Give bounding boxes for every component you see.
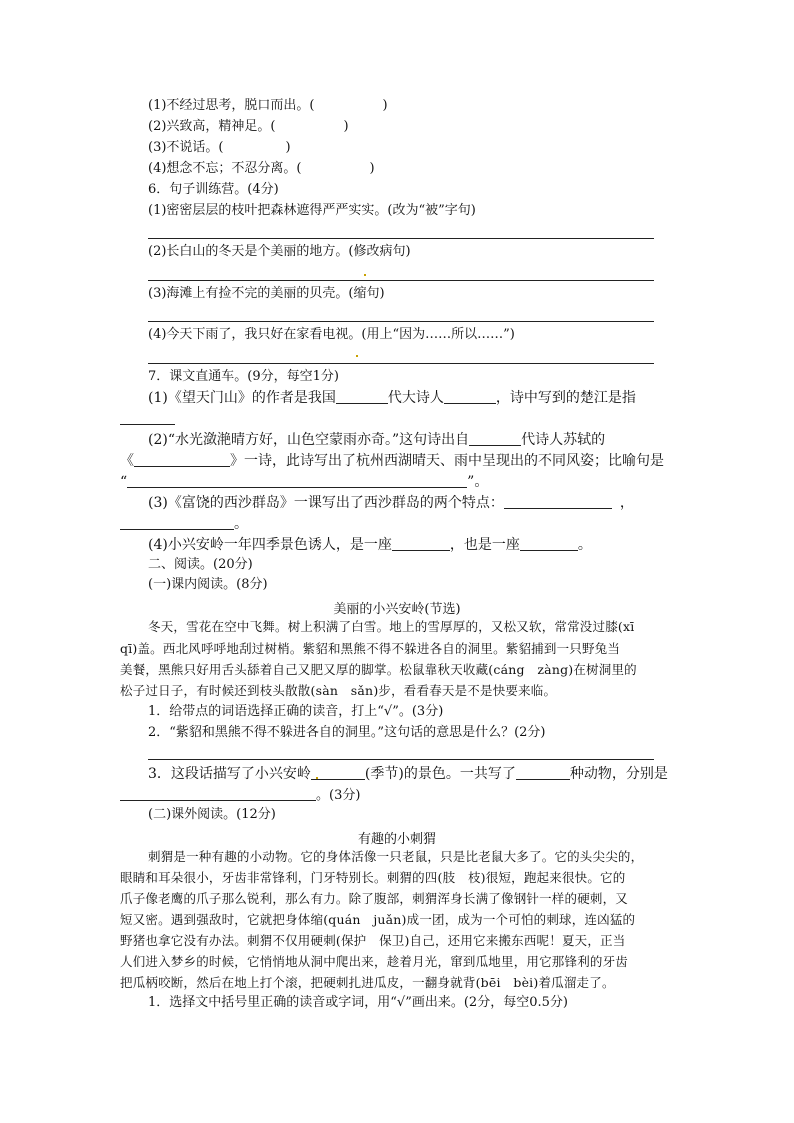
p1-q1: 1．给带点的词语选择正确的读音，打上“√”。(3分) bbox=[148, 704, 444, 719]
q7-p4: (4)小兴安岭一年四季景色诱人，是一座 ，也是一座 。 bbox=[148, 537, 592, 553]
section2-sub1: (一)课内阅读。(8分) bbox=[148, 577, 268, 592]
q7-p1-line2 bbox=[120, 410, 175, 429]
blank-poem-title[interactable] bbox=[134, 452, 230, 467]
passage1-title: 美丽的小兴安岭(节选) bbox=[333, 602, 461, 617]
q5-item-2: (2)兴致高，精神足。( ) bbox=[148, 119, 349, 134]
blank-poet[interactable] bbox=[444, 389, 496, 404]
passage2-line-5: 野猪也拿它没有办法。刺猬不仅用硬刺(保护 保卫)自己，还用它来搬东西呢！夏天，正当 bbox=[120, 933, 626, 948]
passage1-line-4: 松子过日子，有时候还到枝头散散(sàn sǎn)步，看看春天是不是快要来临。 bbox=[120, 683, 557, 698]
answer-line[interactable] bbox=[148, 759, 654, 760]
answer-line[interactable] bbox=[148, 280, 654, 281]
blank-season[interactable] bbox=[311, 765, 365, 780]
q7-p3-line1: (3)《富饶的西沙群岛》一课写出了西沙群岛的两个特点： ， bbox=[148, 495, 634, 511]
q7-heading: 7．课文直通车。(9分，每空1分) bbox=[148, 369, 339, 384]
passage1-line-2: qī)盖。西北风呼呼地刮过树梢。紫貂和黑熊不得不躲进各自的洞里。紫貂捕到一只野兔当 bbox=[120, 641, 621, 656]
q7-p2-line3: “ ”。 bbox=[120, 474, 489, 490]
passage2-line-3: 爪子像老鹰的爪子那么锐利，那么有力。除了腹部，刺猬浑身长满了像钢针一样的硬刺，又 bbox=[120, 891, 629, 906]
blank-feature-1[interactable] bbox=[504, 494, 612, 509]
blank-count[interactable] bbox=[516, 765, 570, 780]
p1-q2: 2．“紫貂和黑熊不得不躲进各自的洞里。”这句话的意思是什么？(2分) bbox=[148, 725, 546, 740]
passage1-line-3: 美餐，黑熊只好用舌头舔着自己又肥又厚的脚掌。松鼠靠秋天收藏(cáng zàng)在树洞里的 bbox=[120, 662, 637, 677]
speck-mark bbox=[356, 355, 358, 357]
q6-item-1: (1)密密层层的枝叶把森林遮得严严实实。(改为“被”字句) bbox=[148, 203, 476, 218]
passage2-line-1: 刺猬是一种有趣的小动物。它的身体活像一只老鼠，只是比老鼠大多了。它的头尖尖的， bbox=[148, 849, 644, 864]
p2-q1: 1．选择文中括号里正确的读音或字词，用“√”画出来。(2分，每空0.5分) bbox=[148, 995, 568, 1010]
q6-item-4: (4)今天下雨了，我只好在家看电视。(用上“因为……所以……”) bbox=[148, 327, 515, 342]
q6-heading: 6．句子训练营。(4分) bbox=[148, 182, 279, 197]
blank-dynasty-2[interactable] bbox=[469, 431, 521, 446]
passage2-title: 有趣的小刺猬 bbox=[357, 832, 436, 847]
blank-river[interactable] bbox=[120, 410, 175, 425]
speck-mark bbox=[316, 777, 318, 779]
section2-sub2: (二)课外阅读。(12分) bbox=[148, 807, 276, 822]
answer-line[interactable] bbox=[148, 321, 654, 322]
p1-q3-line2: 。(3分) bbox=[120, 786, 360, 805]
passage2-line-2: 眼睛和耳朵很小，牙齿非常锋利，门牙特别长。刺猬的四(肢 枝)很短，跑起来很快。它的 bbox=[120, 870, 626, 885]
answer-line[interactable] bbox=[148, 363, 654, 364]
q5-item-3: (3)不说话。( ) bbox=[148, 140, 291, 155]
passage2-line-4: 短又密。遇到强敌时，它就把身体缩(quán juǎn)成一团，成为一个可怕的刺球，连凶猛的 bbox=[120, 912, 636, 927]
q7-p2-line2: 《 》一诗，此诗写出了杭州西湖晴天、雨中呈现出的不同风姿；比喻句是 bbox=[120, 453, 664, 469]
speck-mark bbox=[364, 274, 366, 276]
blank-dynasty[interactable] bbox=[336, 389, 388, 404]
q7-p2-line1: (2)“水光潋滟晴方好，山色空蒙雨亦奇。”这句诗出自 代诗人苏轼的 bbox=[148, 432, 606, 448]
blank-feature-2[interactable] bbox=[120, 515, 234, 530]
q5-item-1: (1)不经过思考，脱口而出。( ) bbox=[148, 98, 388, 113]
q6-item-3: (3)海滩上有捡不完的美丽的贝壳。(缩句) bbox=[148, 286, 385, 301]
q7-p3-line2: 。 bbox=[120, 515, 248, 533]
answer-line[interactable] bbox=[148, 238, 654, 239]
blank-p4-1[interactable] bbox=[392, 536, 450, 551]
q5-item-4: (4)想念不忘；不忍分离。( ) bbox=[148, 161, 375, 176]
q7-p1-line1: (1)《望天门山》的作者是我国 代大诗人 ，诗中写到的楚江是指 bbox=[148, 390, 636, 406]
blank-simile[interactable] bbox=[127, 473, 467, 488]
q6-item-2: (2)长白山的冬天是个美丽的地方。(修改病句) bbox=[148, 244, 411, 259]
p1-q3-line1: 3．这段话描写了小兴安岭 (季节)的景色。一共写了 种动物，分别是 bbox=[148, 766, 668, 782]
passage1-line-1: 冬天，雪花在空中飞舞。树上积满了白雪。地上的雪厚厚的，又松又软，常常没过膝(xī bbox=[148, 619, 635, 634]
passage2-line-6: 人们进入梦乡的时候，它悄悄地从洞中爬出来，趁着月光，窜到瓜地里，用它那锋利的牙齿 bbox=[120, 954, 629, 969]
blank-p4-2[interactable] bbox=[520, 536, 578, 551]
passage2-line-7: 把瓜柄咬断，然后在地上打个滚，把硬刺扎进瓜皮，一翻身就背(bēi bèi)着瓜溜走了。 bbox=[120, 975, 615, 990]
section2-heading: 二、阅读。(20分) bbox=[148, 557, 253, 572]
blank-animals[interactable] bbox=[120, 786, 316, 801]
